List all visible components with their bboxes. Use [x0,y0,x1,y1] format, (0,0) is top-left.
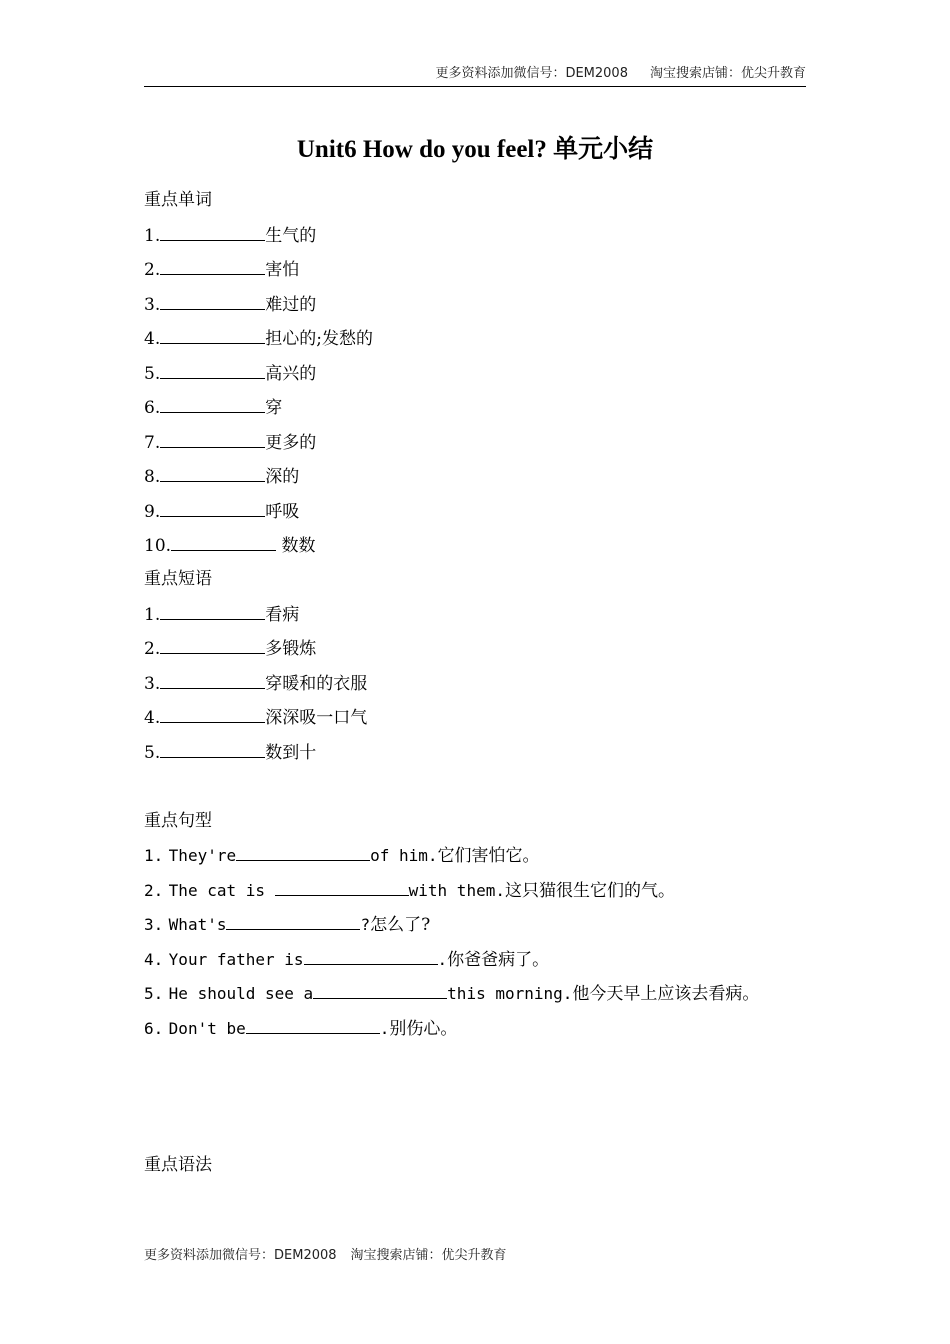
word-item: 7. 更多的 [144,433,317,453]
page-title: Unit6 How do you feel? 单元小结 [296,136,654,163]
phrases-heading: 重点短语 [144,569,212,589]
answer-blank[interactable] [160,327,265,344]
answer-blank[interactable] [171,534,276,551]
answer-blank[interactable] [160,396,265,413]
phrase-item: 5. 数到十 [144,743,317,763]
word-item: 1. 生气的 [144,226,317,246]
phrase-item: 3. 穿暖和的衣服 [144,674,368,694]
answer-blank[interactable] [160,293,265,310]
answer-blank[interactable] [275,879,409,896]
phrase-item: 1. 看病 [144,605,300,625]
answer-blank[interactable] [160,258,265,275]
footer-wechat: 更多资料添加微信号：DEM2008 [144,1248,337,1263]
word-item: 2. 害怕 [144,260,300,280]
answer-blank[interactable] [160,362,265,379]
answer-blank[interactable] [304,948,438,965]
answer-blank[interactable] [160,465,265,482]
answer-blank[interactable] [236,844,370,861]
page-footer [144,1246,507,1266]
sentence-item: 1. They're of him.它们害怕它。 [144,846,540,866]
answer-blank[interactable] [160,603,265,620]
header-shop: 淘宝搜索店铺：优尖升教育 [649,66,806,81]
sentence-item: 3. What's ?怎么了? [144,915,431,935]
footer-shop: 淘宝搜索店铺：优尖升教育 [350,1248,507,1263]
word-item: 8. 深的 [144,467,300,487]
word-item: 9. 呼吸 [144,502,300,522]
word-item: 3. 难过的 [144,295,317,315]
word-item: 6. 穿 [144,398,283,418]
page-header [144,64,806,87]
phrase-item: 2. 多锻炼 [144,639,317,659]
sentences-heading: 重点句型 [144,811,212,831]
word-item: 5. 高兴的 [144,364,317,384]
sentence-item: 5. He should see a this morning.他今天早上应该去看病。 [144,984,760,1004]
sentence-item: 6. Don't be .别伤心。 [144,1019,458,1039]
sentence-item: 4. Your father is .你爸爸病了。 [144,950,550,970]
phrase-item: 4. 深深吸一口气 [144,708,368,728]
answer-blank[interactable] [160,672,265,689]
answer-blank[interactable] [313,982,447,999]
header-wechat: 更多资料添加微信号：DEM2008 [435,66,628,81]
answer-blank[interactable] [160,431,265,448]
answer-blank[interactable] [246,1017,380,1034]
answer-blank[interactable] [160,637,265,654]
sentence-item: 2. The cat is with them.这只猫很生它们的气。 [144,881,675,901]
answer-blank[interactable] [160,741,265,758]
answer-blank[interactable] [226,913,360,930]
word-item: 10. 数数 [144,536,316,556]
grammar-heading: 重点语法 [144,1155,212,1175]
answer-blank[interactable] [160,224,265,241]
words-heading: 重点单词 [144,190,212,210]
answer-blank[interactable] [160,706,265,723]
word-item: 4. 担心的;发愁的 [144,329,373,349]
answer-blank[interactable] [160,500,265,517]
